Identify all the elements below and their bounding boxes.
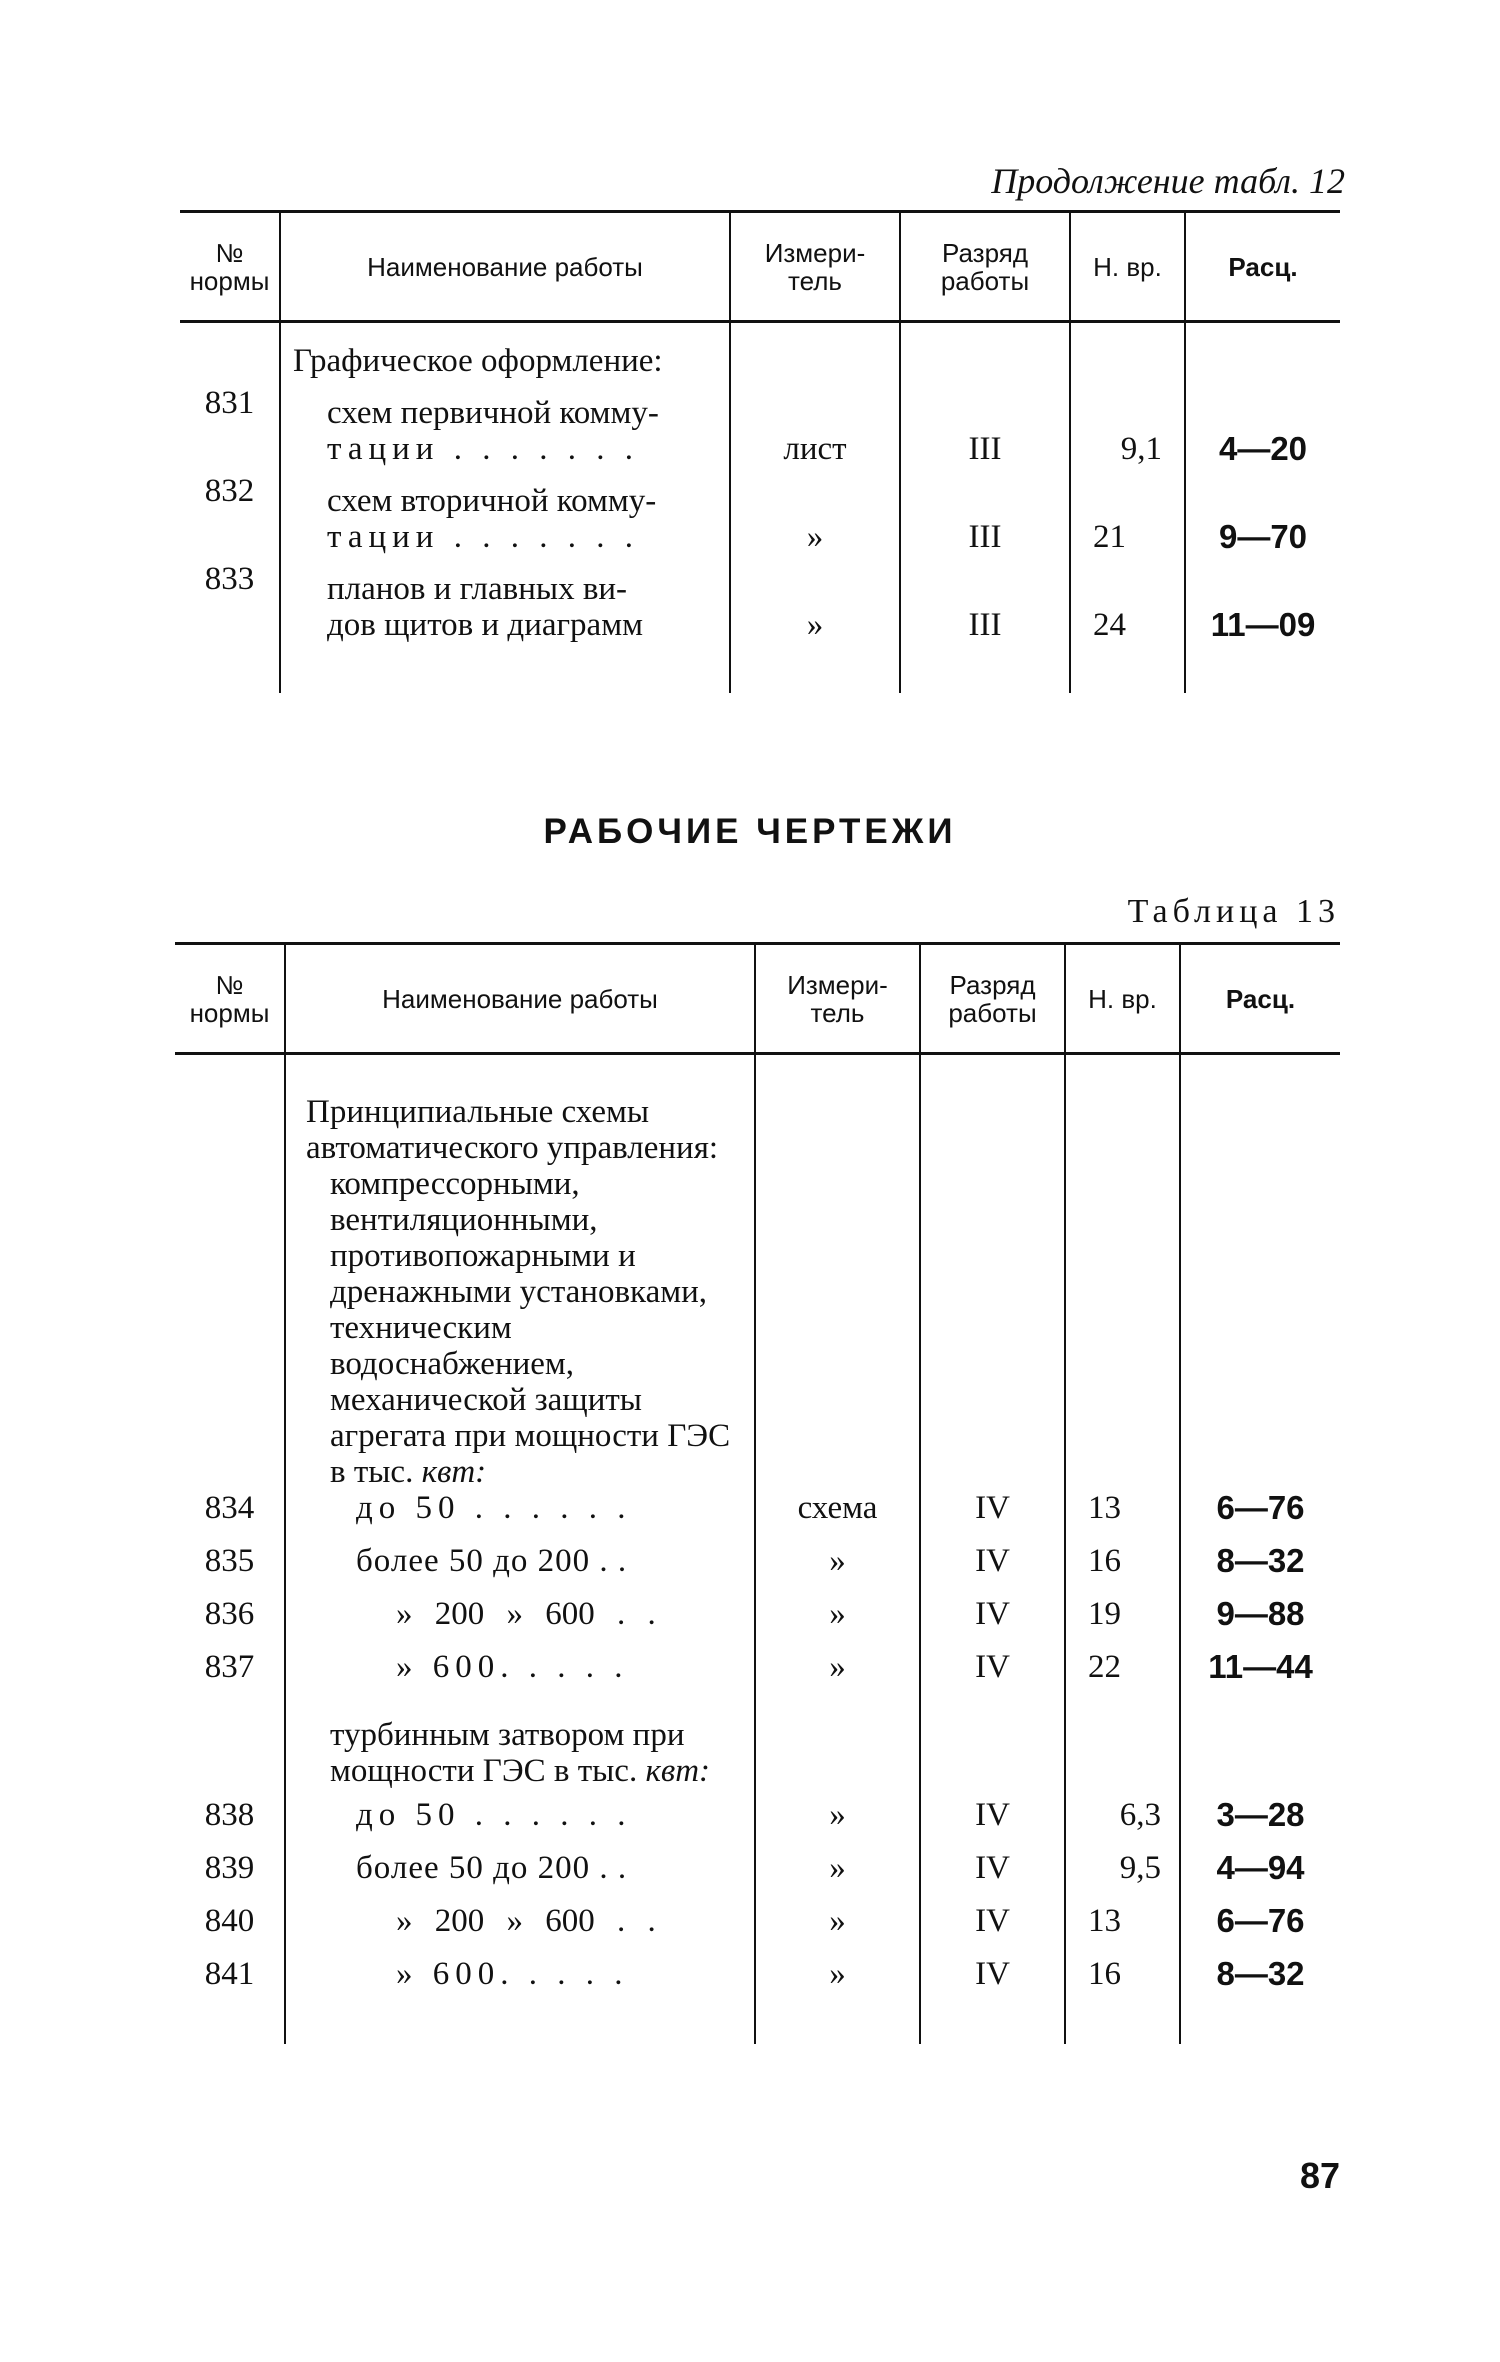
- time-value: 16: [1065, 1543, 1180, 1596]
- work-name: » 200 » 600 . .: [285, 1596, 755, 1649]
- table-row: [175, 1490, 1340, 1543]
- grade-value: IV: [920, 1797, 1065, 1850]
- grade-value: IV: [920, 1543, 1065, 1596]
- grade-value: IV: [920, 1649, 1065, 1717]
- header-work-name: Наименование работы: [280, 212, 730, 322]
- meter-value: »: [755, 1596, 920, 1649]
- table-row: [175, 1717, 1340, 1797]
- work-name-line: схем первичной комму-: [327, 395, 659, 431]
- group-title: Принципиальные схемы автоматического управления:: [285, 1094, 755, 1166]
- subgroup-title: [285, 1166, 755, 1490]
- rate-value: 4—20: [1185, 379, 1340, 467]
- meter-value: »: [755, 1850, 920, 1903]
- subgroup-text: турбинным затвором при мощности ГЭС в тыс.: [330, 1716, 685, 1789]
- norm-number: 832: [204, 473, 255, 509]
- work-name: » 600. . . . .: [285, 1649, 755, 1717]
- header-rate: Расц.: [1185, 212, 1340, 322]
- rate-value: 6—76: [1180, 1490, 1340, 1543]
- grade-value: IV: [920, 1850, 1065, 1903]
- time-value: 13: [1065, 1490, 1180, 1543]
- time-value: 19: [1065, 1596, 1180, 1649]
- norm-number: 836: [204, 1595, 255, 1632]
- rate-value: 11—09: [1185, 555, 1340, 643]
- table-row: [175, 1903, 1340, 1956]
- norm-number: 834: [204, 1489, 255, 1526]
- table-row: [180, 343, 1340, 379]
- rate-value: 9—88: [1180, 1596, 1340, 1649]
- norm-number: 837: [204, 1648, 255, 1685]
- table-row: [175, 1596, 1340, 1649]
- grade-value: IV: [920, 1490, 1065, 1543]
- work-name: [280, 379, 730, 467]
- meter-value: »: [755, 1797, 920, 1850]
- table-row: [175, 1797, 1340, 1850]
- meter-value: »: [755, 1543, 920, 1596]
- time-value: 9,1: [1070, 379, 1185, 467]
- rate-value: 9—70: [1185, 467, 1340, 555]
- meter-value: »: [730, 467, 900, 555]
- subgroup-text: компрессорными, вентиляционными, противопожарными и дренажными установками, техническим водоснабжением, механической защиты агрегата при мощности ГЭС в тыс.: [330, 1165, 731, 1490]
- time-value: 6,3: [1065, 1797, 1180, 1850]
- work-name-line: дов щитов и диаграмм: [327, 607, 643, 643]
- work-name: [280, 555, 730, 643]
- table-row: [175, 1850, 1340, 1903]
- work-name-line: схем вторичной комму-: [327, 483, 657, 519]
- norm-number: 838: [204, 1796, 255, 1833]
- meter-value: »: [755, 1649, 920, 1717]
- section-title: РАБОЧИЕ ЧЕРТЕЖИ: [543, 812, 957, 851]
- grade-value: IV: [920, 1903, 1065, 1956]
- table-12: [180, 210, 1340, 693]
- table-row: [175, 1543, 1340, 1596]
- grade-value: IV: [920, 1956, 1065, 2009]
- time-value: 9,5: [1065, 1850, 1180, 1903]
- rate-value: 6—76: [1180, 1903, 1340, 1956]
- continuation-label: Продолжение табл. 12: [991, 161, 1345, 201]
- grade-value: IV: [920, 1596, 1065, 1649]
- page-number: 87: [1299, 2155, 1340, 2196]
- rate-value: 3—28: [1180, 1797, 1340, 1850]
- norm-number: 833: [204, 561, 255, 597]
- meter-value: »: [755, 1903, 920, 1956]
- norm-number: 840: [204, 1902, 255, 1939]
- header-work-name: Наименование работы: [285, 944, 755, 1054]
- rate-value: 4—94: [1180, 1850, 1340, 1903]
- work-name-line: планов и главных ви-: [327, 571, 628, 607]
- table-13: [175, 942, 1340, 2044]
- table-row: [175, 1094, 1340, 1166]
- work-name: [280, 467, 730, 555]
- table-row: [180, 555, 1340, 643]
- header-norm-no: № нормы: [180, 212, 280, 322]
- work-name: » 200 » 600 . .: [285, 1903, 755, 1956]
- grade-value: III: [900, 379, 1070, 467]
- time-value: 13: [1065, 1903, 1180, 1956]
- header-time: Н. вр.: [1065, 944, 1180, 1054]
- work-name-line: тации . . . . . . .: [327, 519, 639, 555]
- norm-number: 831: [204, 385, 255, 421]
- header-meter: Измери-тель: [755, 944, 920, 1054]
- work-name: более 50 до 200 . .: [285, 1543, 755, 1596]
- work-name: до 50 . . . . . .: [285, 1797, 755, 1850]
- table-row: [175, 1166, 1340, 1490]
- time-value: 21: [1070, 467, 1185, 555]
- rate-value: 8—32: [1180, 1543, 1340, 1596]
- time-value: 16: [1065, 1956, 1180, 2009]
- table-row: [180, 379, 1340, 467]
- work-name: до 50 . . . . . .: [285, 1490, 755, 1543]
- header-grade: Разряд работы: [920, 944, 1065, 1054]
- norm-number: 835: [204, 1542, 255, 1579]
- header-grade: Разряд работы: [900, 212, 1070, 322]
- meter-value: »: [755, 1956, 920, 2009]
- work-name-line: тации . . . . . . .: [327, 431, 639, 467]
- grade-value: III: [900, 467, 1070, 555]
- rate-value: 8—32: [1180, 1956, 1340, 2009]
- rate-value: 11—44: [1180, 1649, 1340, 1717]
- header-norm-no: № нормы: [175, 944, 285, 1054]
- table-row: [175, 1956, 1340, 2009]
- subgroup-unit: квт:: [421, 1453, 487, 1490]
- meter-value: лист: [730, 379, 900, 467]
- norm-number: 839: [204, 1849, 255, 1886]
- meter-value: схема: [755, 1490, 920, 1543]
- work-name: » 600. . . . .: [285, 1956, 755, 2009]
- table-row: [180, 467, 1340, 555]
- time-value: 24: [1070, 555, 1185, 643]
- header-meter: Измери-тель: [730, 212, 900, 322]
- subgroup-title: [285, 1717, 755, 1797]
- grade-value: III: [900, 555, 1070, 643]
- meter-value: »: [730, 555, 900, 643]
- header-time: Н. вр.: [1070, 212, 1185, 322]
- header-rate: Расц.: [1180, 944, 1340, 1054]
- work-name: более 50 до 200 . .: [285, 1850, 755, 1903]
- group-title: Графическое оформление:: [280, 343, 730, 379]
- table-row: [175, 1649, 1340, 1717]
- norm-number: 841: [204, 1955, 255, 1992]
- table-caption: Таблица 13: [1127, 893, 1340, 930]
- subgroup-unit: квт:: [645, 1752, 711, 1789]
- time-value: 22: [1065, 1649, 1180, 1717]
